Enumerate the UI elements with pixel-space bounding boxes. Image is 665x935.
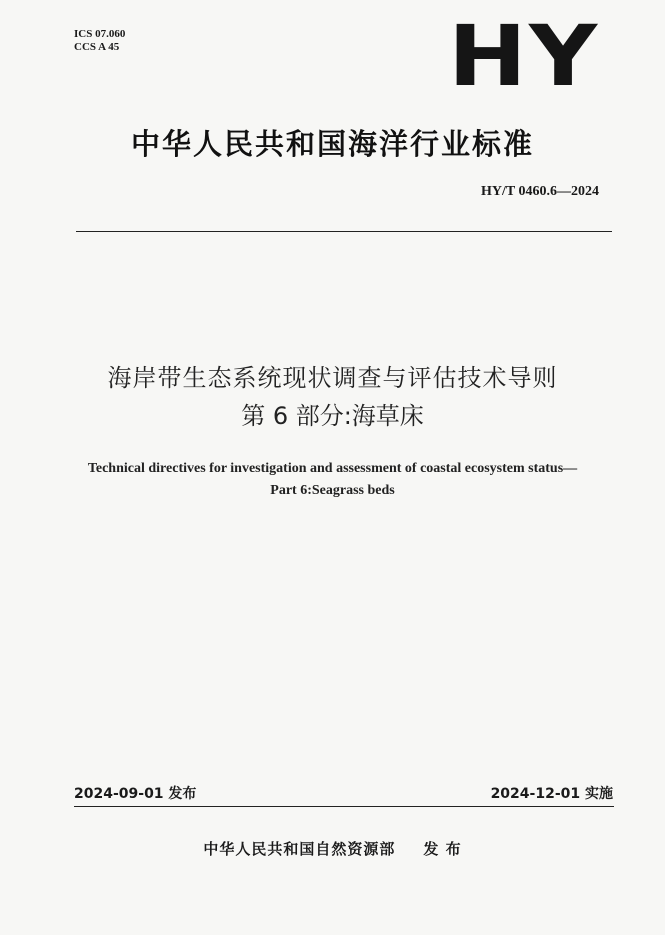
standard-category-title: 中华人民共和国海洋行业标准	[130, 127, 534, 161]
ics-code: ICS 07.060	[74, 28, 126, 40]
classification-codes	[74, 28, 125, 54]
english-title	[0, 458, 665, 502]
chinese-main-title: 海岸带生态系统现状调查与评估技术导则	[107, 364, 558, 392]
header-divider	[76, 231, 612, 232]
english-title-line2: Part 6:Seagrass beds	[270, 483, 395, 498]
ccs-code: CCS A 45	[74, 41, 120, 53]
issue-date: 2024-09-01 发布	[74, 786, 197, 802]
issue-word: 发 布	[423, 840, 462, 858]
implementation-date: 2024-12-01 实施	[490, 786, 613, 802]
issuing-authority	[0, 838, 665, 859]
issuer-name: 中华人民共和国自然资源部	[203, 840, 396, 858]
english-title-line1: Technical directives for investigation and assessment of coastal ecosystem status—	[87, 461, 578, 476]
hy-logo: HY	[448, 7, 600, 105]
standard-number: HY/T 0460.6—2024	[481, 184, 599, 199]
footer-divider	[74, 806, 614, 807]
chinese-part-title: 第 6 部分:海草床	[241, 402, 424, 430]
